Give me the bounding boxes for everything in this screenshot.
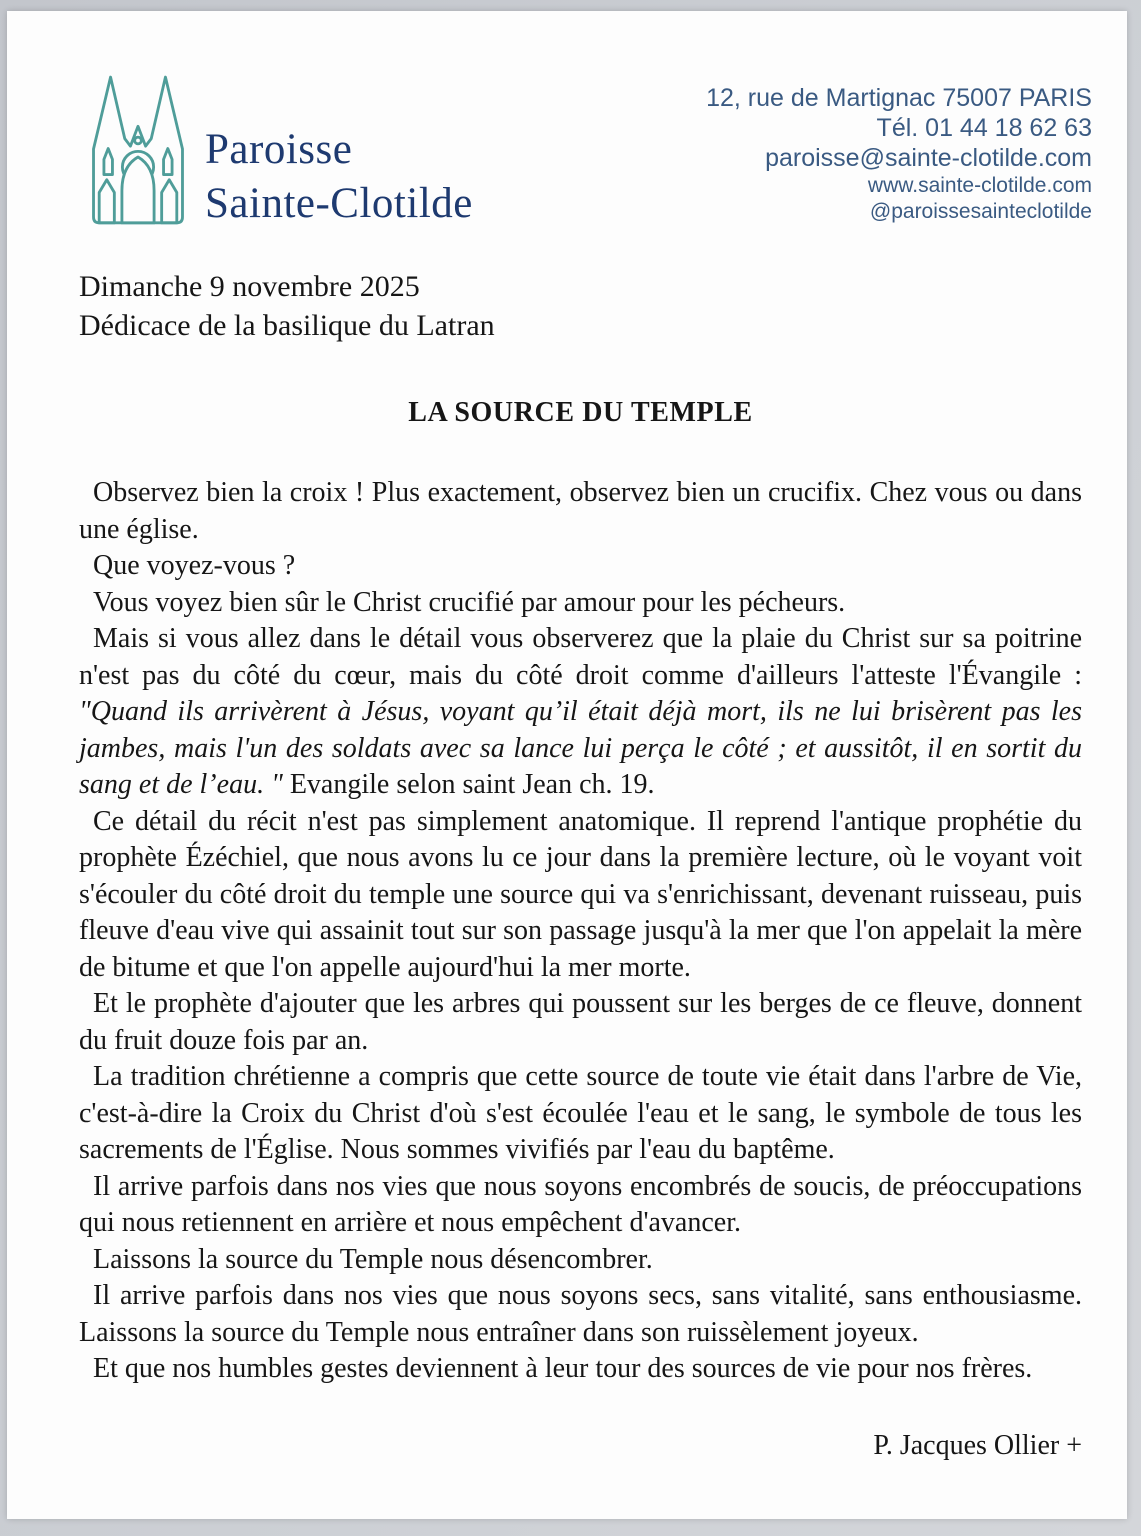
contact-phone: Tél. 01 44 18 62 63 bbox=[876, 114, 1092, 142]
paragraph: Et le prophète d'ajouter que les arbres qui poussent sur les berges de ce fleuve, donnent du fruit douze fois par an. bbox=[79, 988, 1082, 1056]
paragraph: Il arrive parfois dans nos vies que nous soyons encombrés de soucis, de préoccupations qui nous retiennent en arrière et nous empêchent d'avancer. bbox=[79, 1170, 1082, 1238]
parish-name-line1: Paroisse bbox=[205, 126, 353, 173]
letterhead bbox=[79, 65, 1092, 241]
paragraph: Ce détail du récit n'est pas simplement anatomique. Il reprend l'antique prophétie du prophète Ézéchiel, que nous avons lu ce jour dans la première lecture, où le voyant voit s'écouler du côté droit du temple une source qui va s'enrichissant, devenant ruisseau, puis fleuve d'eau vive qui assainit tout sur son passage jusqu'à la mer que l'on appelait la mère de bitume et que l'on appelle aujourd'hui la mer morte. bbox=[79, 805, 1082, 983]
gospel-quote: "Quand ils arrivèrent à Jésus, voyant qu’il était déjà mort, ils ne lui brisèrent pas les jambes, mais l'un des soldats avec sa lance lui perça le côté ; et aussitôt, il en sortit du sang et de l’eau. " bbox=[79, 696, 1082, 800]
paragraph: Et que nos humbles gestes deviennent à leur tour des sources de vie pour nos frères. bbox=[93, 1353, 1033, 1384]
homily-text bbox=[79, 475, 1082, 1388]
paragraph: Il arrive parfois dans nos vies que nous soyons secs, sans vitalité, sans enthousiasme. Laissons la source du Temple nous entraîner dans son ruissèlement joyeux. bbox=[79, 1280, 1082, 1348]
parish-logo bbox=[85, 65, 191, 238]
document-content bbox=[7, 11, 1127, 1462]
paragraph: Vous voyez bien sûr le Christ crucifié par amour pour les pécheurs. bbox=[93, 586, 846, 618]
paragraph-post: Evangile selon saint Jean ch. 19. bbox=[289, 769, 655, 800]
parish-name-line2: Sainte-Clotilde bbox=[205, 180, 473, 227]
paragraph: Que voyez-vous ? bbox=[93, 550, 296, 581]
parish-name bbox=[205, 123, 473, 231]
paragraph: Observez bien la croix ! Plus exactement, observez bien un crucifix. Chez vous ou dans une église. bbox=[79, 477, 1082, 545]
church-facade-icon bbox=[85, 65, 191, 233]
date-line: Dimanche 9 novembre 2025 bbox=[79, 270, 420, 303]
paragraph: La tradition chrétienne a compris que cette source de toute vie était dans l'arbre de Vie, c'est-à-dire la Croix du Christ d'où s'est écoulée l'eau et le sang, le symbole de tous les sacrements de l'Église. Nous sommes vivifiés par l'eau du baptême. bbox=[79, 1061, 1082, 1165]
contact-website: www.sainte-clotilde.com bbox=[867, 174, 1092, 197]
document-page bbox=[7, 11, 1127, 1519]
feast-line: Dédicace de la basilique du Latran bbox=[79, 309, 495, 342]
signature: P. Jacques Ollier + bbox=[873, 1429, 1082, 1461]
paragraph: Laissons la source du Temple nous désencombrer. bbox=[93, 1243, 653, 1275]
paragraph-with-quote bbox=[79, 621, 1082, 804]
document-title: LA SOURCE DU TEMPLE bbox=[408, 397, 753, 428]
date-block bbox=[79, 267, 1082, 345]
paragraph-pre: Mais si vous allez dans le détail vous observerez que la plaie du Christ sur sa poitrine n'est pas du côté du cœur, mais du côté droit comme d'ailleurs l'atteste l'Évangile : bbox=[79, 623, 1082, 691]
contact-block bbox=[706, 83, 1092, 225]
contact-address: 12, rue de Martignac 75007 PARIS bbox=[706, 84, 1092, 112]
contact-email: paroisse@sainte-clotilde.com bbox=[765, 144, 1092, 172]
contact-social: @paroissesainteclotilde bbox=[869, 200, 1092, 223]
